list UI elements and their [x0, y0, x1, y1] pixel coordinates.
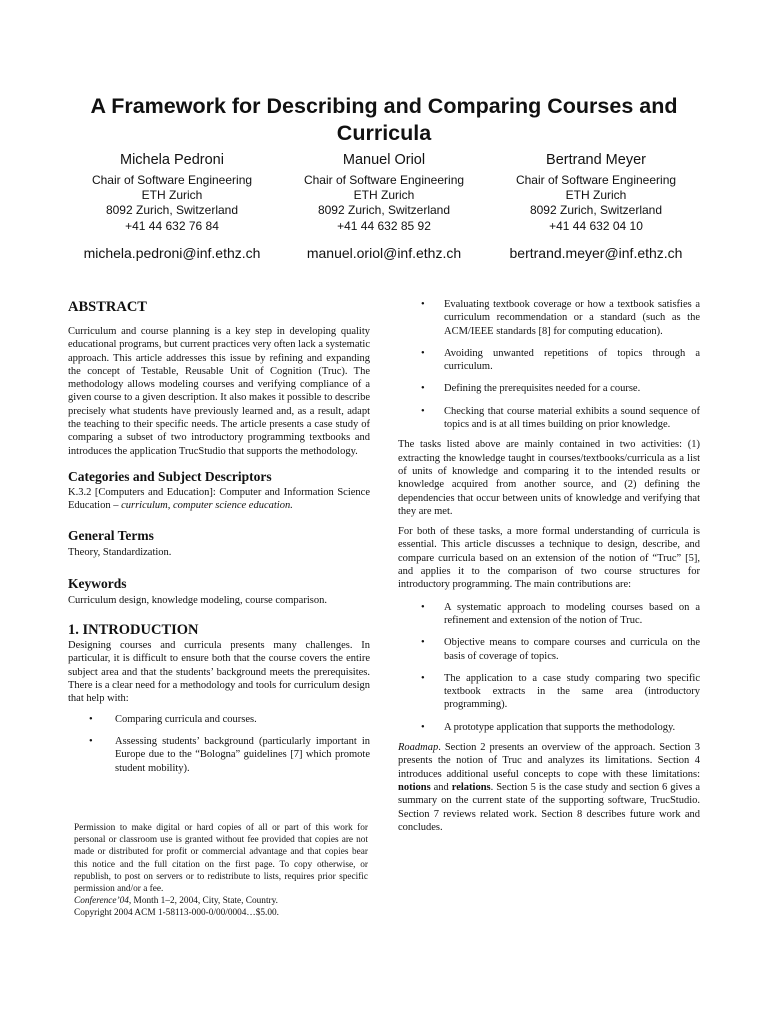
list-item-text: A prototype application that supports the methodology. [444, 721, 676, 733]
author-institution: ETH Zurich [141, 188, 203, 203]
author-phone: +41 44 632 85 92 [337, 218, 431, 233]
abstract-text: Curriculum and course planning is a key step in developing quality educational programs, but current practices very often lack a systematic approach. This article addresses this issue by refining and expanding the concept of Testable, Reusable Unit of Cognition (Truc). The methodology allows modeling courses and verifying compliance of a given course to a given description. It also makes it possible to describe precisely what students have previously learned and, as a result, adapt the teaching to their specific needs. The article presents a case study of comparing a subset of two introductory programming textbooks and introduces the application TrucStudio that supports the methodology. [68, 326, 370, 457]
list-item [398, 298, 700, 338]
author-address: 8092 Zurich, Switzerland [529, 203, 663, 218]
list-item-text: A systematic approach to modeling courses based on a refinement and extension of the notion of Truc. [444, 601, 700, 626]
general-terms-heading: General Terms [68, 527, 154, 543]
author-institution: ETH Zurich [353, 188, 415, 203]
list-item-text: Evaluating textbook coverage or how a textbook satisfies a curriculum recommendation or a standard (such as the ACM/IEEE standards [8] for computing education). [444, 299, 700, 337]
categories-heading: Categories and Subject Descriptors [68, 468, 272, 484]
list-item-text: Defining the prerequisites needed for a course. [444, 383, 641, 395]
list-item-text: Avoiding unwanted repetitions of topics through a curriculum. [444, 347, 700, 373]
bullet-icon: • [421, 405, 425, 417]
list-item [398, 405, 700, 432]
list-item [398, 601, 700, 628]
roadmap-notions: notions [398, 781, 431, 793]
intro-bullet-list [68, 713, 370, 775]
list-item-text: Objective means to compare courses and curricula on the basis of coverage of topics. [444, 637, 700, 662]
roadmap-relations: relations [451, 781, 491, 793]
author-address: 8092 Zurich, Switzerland [105, 203, 239, 218]
abstract-heading: ABSTRACT [68, 299, 147, 315]
contributions-intro-paragraph: For both of these tasks, a more formal understanding of curricula is essential. This article discusses a technique to design, describe, and compare curricula based on an extension of the notion of “Truc” [5], and applies it to the comparison of two course structures for introductory programming. The main contributions are: [398, 526, 700, 591]
categories-text [68, 486, 370, 513]
list-item [398, 347, 700, 374]
conference-name: Conference’04 [74, 896, 129, 907]
list-item [68, 713, 370, 726]
contributions-bullet-list [398, 601, 700, 734]
author-block-1 [72, 150, 272, 262]
list-item-text: The application to a case study comparing two specific textbook extracts in the same area (introductory programming). [444, 672, 700, 711]
list-item-text: Assessing students’ background (particularly important in Europe due to the “Bologna” guidelines [7] which promote student mobility). [115, 735, 370, 774]
tasks-paragraph: The tasks listed above are mainly contained in two activities: (1) extracting the knowledge taught in courses/textbooks/curricula as a list of units of knowledge and comparing it to the intended results or knowledge acquired from another source, and (2) defining the dependencies that occur between units of knowledge and verifying that they are met. [398, 439, 700, 517]
author-institution: ETH Zurich [565, 188, 627, 203]
list-item-text: Comparing curricula and courses. [115, 713, 257, 725]
right-column [398, 298, 700, 834]
bullet-icon: • [421, 601, 425, 613]
bullet-icon: • [421, 637, 425, 649]
permission-text: Permission to make digital or hard copies of all or part of this work for personal or classroom use is granted without fee provided that copies are not made or distributed for profit or commercial advantage and that copies bear this notice and the full citation on the first page. To copy otherwise, or republish, to post on servers or to redistribute to lists, requires prior specific permission and/or a fee. [74, 823, 368, 895]
copyright-line: Copyright 2004 ACM 1-58113-000-0/00/0004…$5.00. [74, 908, 279, 919]
author-block-2 [284, 150, 484, 262]
author-block-3 [496, 150, 696, 262]
list-item [398, 636, 700, 663]
bullet-icon: • [421, 672, 425, 684]
author-affiliation: Chair of Software Engineering [91, 173, 253, 187]
roadmap-text-b: . Section 5 is the case study and section 6 gives a summary on the current state of the supporting software, TrucStudio. Section 7 reviews related work. Section 8 describes future work and concludes. [398, 781, 700, 833]
keywords-text: Curriculum design, knowledge modeling, course comparison. [68, 594, 327, 606]
author-address: 8092 Zurich, Switzerland [317, 203, 451, 218]
roadmap-and: and [430, 781, 452, 793]
introduction-paragraph: Designing courses and curricula presents many challenges. In particular, it is difficult to ensure both that the course covers the entire subject area and that the students’ background meets the prerequisites. There is a clear need for a methodology and tools for curriculum design that help with: [68, 640, 370, 705]
left-column [68, 298, 370, 775]
roadmap-text-a: . Section 2 presents an overview of the approach. Section 3 presents the notion of Truc and analyzes its limitations. Section 4 introduces additional useful concepts to cope with these limitations: [398, 742, 700, 780]
list-item [398, 721, 700, 734]
list-item [398, 672, 700, 712]
roadmap-paragraph [398, 741, 700, 834]
author-name: Michela Pedroni [120, 152, 224, 168]
goals-bullet-list [398, 298, 700, 431]
author-email: michela.pedroni@inf.ethz.ch [83, 244, 261, 261]
categories-italic: curriculum, computer science education. [121, 500, 293, 512]
author-email: manuel.oriol@inf.ethz.ch [306, 244, 462, 261]
conference-line [74, 895, 368, 907]
author-name: Bertrand Meyer [546, 152, 646, 168]
list-item [398, 382, 700, 395]
bullet-icon: • [89, 713, 93, 725]
bullet-icon: • [421, 299, 425, 310]
conference-details: , Month 1–2, 2004, City, State, Country. [128, 896, 279, 907]
author-name: Manuel Oriol [342, 152, 426, 168]
list-item-text: Checking that course material exhibits a sound sequence of topics and is at all times building on prior knowledge. [444, 405, 700, 431]
author-phone: +41 44 632 04 10 [549, 218, 643, 233]
paper-title: A Framework for Describing and Comparing Courses and Curricula [90, 94, 678, 145]
author-email: bertrand.meyer@inf.ethz.ch [509, 244, 683, 261]
author-affiliation: Chair of Software Engineering [515, 173, 677, 187]
bullet-icon: • [421, 721, 425, 733]
keywords-heading: Keywords [68, 575, 127, 591]
bullet-icon: • [89, 735, 93, 747]
list-item [68, 735, 370, 775]
general-terms-text: Theory, Standardization. [68, 546, 172, 558]
author-phone: +41 44 632 76 84 [125, 218, 219, 233]
bullet-icon: • [421, 383, 425, 395]
roadmap-label: Roadmap [398, 742, 439, 754]
categories-body: K.3.2 [Computers and Education]: Computer and Information Science Education – [68, 486, 370, 512]
introduction-heading: 1. INTRODUCTION [68, 622, 199, 639]
author-affiliation: Chair of Software Engineering [303, 173, 465, 187]
bullet-icon: • [421, 347, 425, 359]
permission-notice [74, 822, 368, 920]
